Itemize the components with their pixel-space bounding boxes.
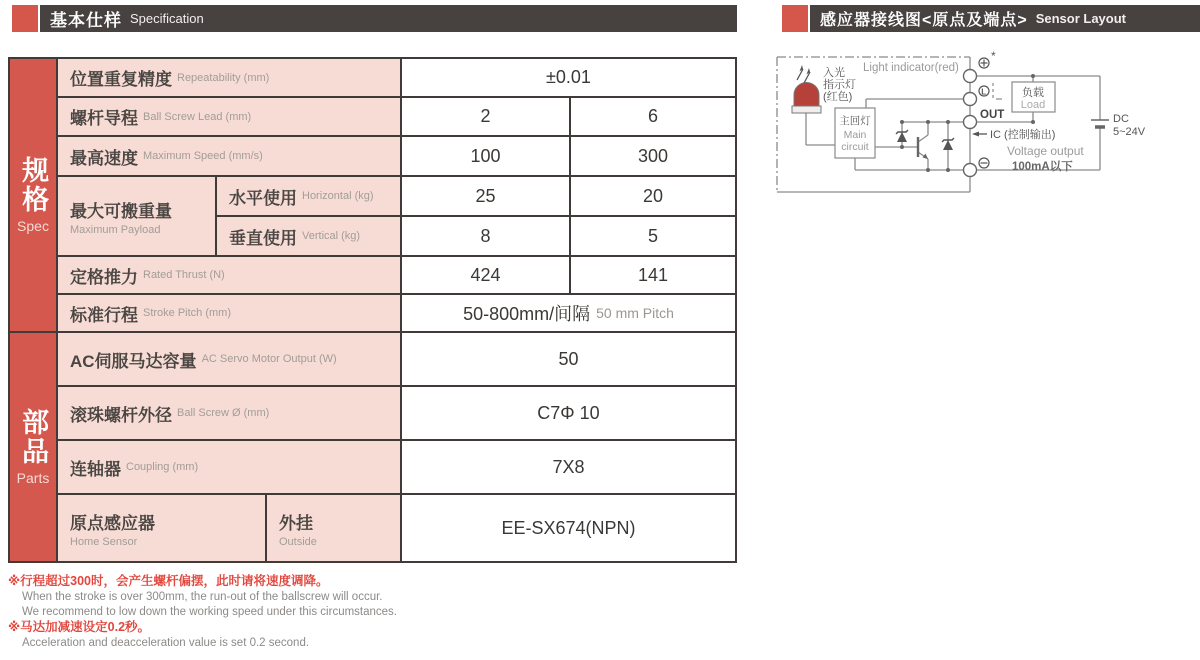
motor-value: 50: [402, 333, 735, 385]
note-line: Acceleration and deacceleration value is set 0.2 second.: [22, 637, 310, 649]
row-coupling-label: [58, 441, 400, 493]
spec-header-title-en: Specification: [130, 11, 204, 26]
screwdia-en: Ball Screw Ø (mm): [177, 407, 270, 419]
thrust-value-2: 141: [571, 257, 735, 293]
note-line: ※马达加减速设定0.2秒。: [8, 620, 151, 634]
voltage-output-label: Voltage output: [1007, 144, 1084, 158]
group-spec-zh: 规格: [18, 156, 49, 214]
zener-diode-right-icon: [942, 138, 954, 150]
row-stroke-label: [58, 295, 400, 331]
load-label-en: Load: [1020, 99, 1046, 111]
specification-table: [8, 57, 737, 563]
screwdia-value: C7Φ 10: [402, 387, 735, 439]
main-circuit-zh: 主回灯: [839, 115, 871, 127]
coupling-value: 7X8: [402, 441, 735, 493]
footnotes: [8, 574, 397, 651]
row-homesensor-label: [58, 495, 265, 561]
payload-vertical-label: [217, 217, 400, 255]
coupling-en: Coupling (mm): [126, 461, 199, 473]
screwdia-zh: 滚珠螺杆外径: [70, 405, 172, 425]
horizontal-zh: 水平使用: [229, 188, 297, 208]
horizontal-en: Horizontal (kg): [302, 190, 374, 202]
row-motor-label: [58, 333, 400, 385]
dc-label: DC: [1113, 113, 1129, 125]
payload-horizontal-label: [217, 177, 400, 215]
light-label-zh1: 入光: [823, 67, 845, 79]
plus-star: *: [991, 50, 996, 63]
coupling-zh: 连轴器: [70, 459, 121, 479]
motor-zh: AC伺服马达容量: [70, 351, 197, 371]
repeatability-zh: 位置重复精度: [70, 70, 172, 89]
payload-en: Maximum Payload: [70, 223, 161, 236]
homesensor-zh: 原点感应器: [70, 513, 155, 533]
spec-header-title-zh: 基本仕样: [50, 11, 122, 30]
vertical-zh: 垂直使用: [229, 228, 297, 248]
stroke-value: [402, 295, 735, 331]
sensor-header-bar: [810, 5, 1200, 32]
lead-en: Ball Screw Lead (mm): [143, 110, 252, 123]
lead-value-1: 2: [402, 98, 569, 135]
note-line: When the stroke is over 300mm, the run-out of the ballscrew will occur.: [22, 591, 383, 603]
speed-value-2: 300: [571, 137, 735, 175]
group-parts-en: Parts: [16, 470, 50, 486]
outside-en: Outside: [279, 535, 317, 548]
sensor-header-title-zh: 感应器接线图<原点及端点>: [820, 12, 1028, 29]
speed-zh: 最高速度: [70, 148, 138, 168]
internal-wiring: [806, 99, 964, 170]
sensor-header-title-en: Sensor Layout: [1035, 11, 1126, 26]
repeatability-value: ±0.01: [402, 59, 735, 96]
speed-en: Maximum Speed (mm/s): [143, 150, 263, 162]
lead-zh: 螺杆导程: [70, 109, 138, 128]
homesensor-en: Home Sensor: [70, 535, 138, 548]
stroke-zh: 标准行程: [70, 305, 138, 325]
vertical-en: Vertical (kg): [302, 230, 361, 242]
group-parts-zh: 部品: [18, 408, 49, 466]
vertical-value-1: 8: [402, 217, 569, 255]
speed-value-1: 100: [402, 137, 569, 175]
homesensor-outside-label: [267, 495, 400, 561]
ic-arrow-icon: [972, 132, 987, 137]
sensor-wiring-diagram: [775, 50, 1200, 210]
row-repeatability-label: [58, 59, 400, 96]
stroke-value-en: 50 mm Pitch: [596, 305, 674, 321]
row-screwdia-label: [58, 387, 400, 439]
thrust-zh: 定格推力: [70, 267, 138, 287]
zener-diode-left-icon: [896, 130, 908, 142]
battery-symbol: [1091, 120, 1109, 127]
row-speed-label: [58, 137, 400, 175]
group-parts: [10, 333, 56, 561]
outside-zh: 外挂: [279, 513, 313, 533]
row-thrust-label: [58, 257, 400, 293]
row-payload-label: [58, 177, 215, 255]
current-limit-label: 100mA以下: [1012, 161, 1073, 173]
led-indicator-icon: [792, 65, 821, 113]
ic-label: IC (控制输出): [990, 129, 1056, 141]
motor-en: AC Servo Motor Output (W): [201, 353, 337, 365]
main-circuit-en2: circuit: [841, 141, 869, 153]
light-label-zh3: (红色): [823, 91, 853, 103]
load-label-zh: 负载: [1022, 87, 1044, 99]
group-spec: [10, 59, 56, 331]
horizontal-value-2: 20: [571, 177, 735, 215]
stroke-value-zh: 50-800mm/间隔: [463, 304, 591, 324]
l-terminal-label: L: [981, 87, 987, 97]
note-line: ※行程超过300时，会产生螺杆偏摆，此时请将速度调降。: [8, 574, 329, 588]
red-accent-square: [782, 5, 808, 32]
group-spec-en: Spec: [17, 218, 49, 234]
vertical-value-2: 5: [571, 217, 735, 255]
light-label-zh2: 指示灯: [823, 79, 856, 91]
repeatability-en: Repeatability (mm): [177, 71, 270, 84]
lead-value-2: 6: [571, 98, 735, 135]
spec-header-bar: [40, 5, 737, 32]
stroke-en: Stroke Pitch (mm): [143, 307, 232, 319]
sensor-section-header: [810, 5, 1200, 32]
thrust-en: Rated Thrust (N): [143, 269, 225, 281]
light-indicator-en-label: Light indicator(red): [863, 62, 959, 74]
homesensor-value: EE-SX674(NPN): [402, 495, 735, 561]
payload-zh: 最大可搬重量: [70, 201, 172, 221]
thrust-value-1: 424: [402, 257, 569, 293]
spec-section-header: [40, 5, 737, 32]
horizontal-value-1: 25: [402, 177, 569, 215]
row-lead-label: [58, 98, 400, 135]
red-accent-square: [12, 5, 38, 32]
minus-terminal-icon: [979, 158, 989, 168]
note-line: We recommend to low down the working speed under this circumstances.: [22, 606, 397, 618]
main-circuit-en1: Main: [843, 129, 867, 141]
out-label: OUT: [980, 109, 1005, 121]
plus-terminal-icon: [979, 58, 989, 68]
dc-voltage-label: 5~24V: [1113, 126, 1146, 138]
